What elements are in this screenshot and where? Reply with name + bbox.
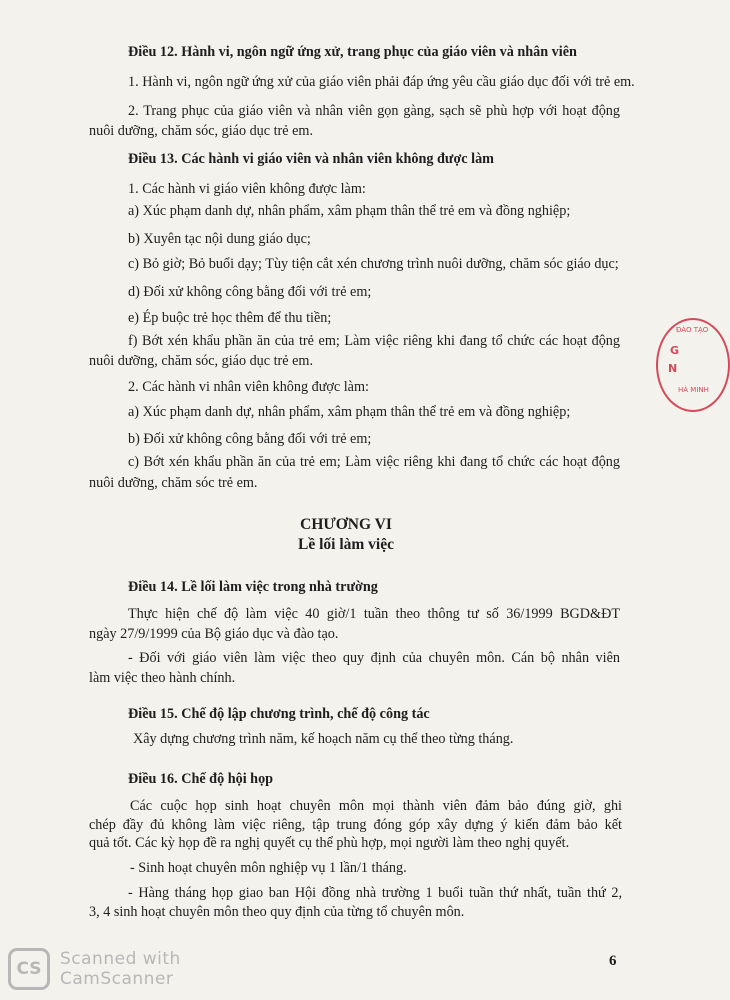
chapter-number: CHƯƠNG VI: [300, 516, 392, 533]
article-12-para-2-line-2: nuôi dưỡng, chăm sóc, giáo dục trẻ em.: [89, 123, 314, 139]
chapter-name: Lề lối làm việc: [298, 536, 394, 553]
article-14-para-1-line-1: Thực hiện chế độ làm việc 40 giờ/1 tuần theo thông tư số 36/1999 BGD&ĐT: [128, 606, 620, 622]
article-12-title: Điều 12. Hành vi, ngôn ngữ ứng xử, trang phục của giáo viên và nhân viên: [128, 44, 577, 60]
article-13-teacher-item-e: e) Ép buộc trẻ học thêm để thu tiền;: [128, 310, 332, 326]
page-number: 6: [609, 953, 617, 969]
article-13-staff-item-c-line-1: c) Bớt xén khẩu phần ăn của trẻ em; Làm việc riêng khi đang tổ chức các hoạt động: [128, 454, 620, 470]
article-13-teacher-item-d: d) Đối xử không công bằng đối với trẻ em;: [128, 284, 372, 300]
article-16-para-1-line-3: quả tốt. Các kỳ họp đề ra nghị quyết cụ thể phù hợp, mọi người làm theo nghị quyết.: [89, 835, 570, 851]
article-16-para-3-line-1: - Hàng tháng họp giao ban Hội đồng nhà trường 1 buổi tuần thứ nhất, tuần thứ 2,: [128, 885, 622, 901]
watermark-line-2: CamScanner: [60, 969, 174, 989]
official-stamp: [656, 318, 730, 412]
article-13-staff-item-a: a) Xúc phạm danh dự, nhân phẩm, xâm phạm thân thể trẻ em và đồng nghiệp;: [128, 404, 571, 420]
stamp-line-1: G: [670, 344, 680, 357]
article-13-teacher-item-f-line-2: nuôi dưỡng, chăm sóc, giáo dục trẻ em.: [89, 353, 314, 369]
article-16-para-1-line-1: Các cuộc họp sinh hoạt chuyên môn mọi thành viên đảm bảo đúng giờ, ghi: [130, 798, 622, 814]
article-13-teacher-item-c: c) Bỏ giờ; Bỏ buổi dạy; Tùy tiện cắt xén chương trình nuôi dưỡng, chăm sóc giáo dục;: [128, 256, 619, 272]
stamp-top-arc: ĐÀO TẠO: [676, 326, 709, 334]
camscanner-logo-icon: CS: [8, 948, 50, 990]
article-16-para-1-line-2: chép đầy đủ không làm việc riêng, tập trung đóng góp xây dựng ý kiến đảm bảo kết: [89, 817, 622, 833]
article-12-para-1: 1. Hành vi, ngôn ngữ ứng xử của giáo viên phải đáp ứng yêu cầu giáo dục đối với trẻ em.: [128, 74, 635, 90]
article-12-para-2-line-1: 2. Trang phục của giáo viên và nhân viên gọn gàng, sạch sẽ phù hợp với hoạt động: [128, 103, 620, 119]
article-16-para-3-line-2: 3, 4 sinh hoạt chuyên môn theo quy định của từng tổ chuyên môn.: [89, 904, 465, 920]
stamp-line-2: N: [668, 362, 678, 375]
article-14-para-2-line-2: làm việc theo hành chính.: [89, 670, 236, 686]
article-13-teacher-item-f-line-1: f) Bớt xén khẩu phần ăn của trẻ em; Làm việc riêng khi đang tổ chức các hoạt động: [128, 333, 620, 349]
article-13-title: Điều 13. Các hành vi giáo viên và nhân viên không được làm: [128, 151, 495, 167]
stamp-bottom-arc: HÀ MINH: [678, 386, 709, 394]
article-15-para-1: Xây dựng chương trình năm, kế hoạch năm cụ thể theo từng tháng.: [133, 731, 514, 747]
article-14-para-2-line-1: - Đối với giáo viên làm việc theo quy định của chuyên môn. Cán bộ nhân viên: [128, 650, 620, 666]
article-13-teacher-item-a: a) Xúc phạm danh dự, nhân phẩm, xâm phạm thân thể trẻ em và đồng nghiệp;: [128, 203, 571, 219]
article-15-title: Điều 15. Chế độ lập chương trình, chế độ công tác: [128, 706, 430, 722]
article-13-teacher-item-b: b) Xuyên tạc nội dung giáo dục;: [128, 231, 311, 247]
article-13-staff-item-b: b) Đối xử không công bằng đối với trẻ em;: [128, 431, 372, 447]
article-13-staff-heading: 2. Các hành vi nhân viên không được làm:: [128, 379, 369, 395]
camscanner-watermark: [8, 948, 181, 990]
watermark-line-1: Scanned with: [60, 949, 181, 969]
article-14-title: Điều 14. Lề lối làm việc trong nhà trường: [128, 579, 378, 595]
article-13-teacher-heading: 1. Các hành vi giáo viên không được làm:: [128, 181, 366, 197]
article-16-para-2: - Sinh hoạt chuyên môn nghiệp vụ 1 lần/1 tháng.: [130, 860, 407, 876]
article-13-staff-item-c-line-2: nuôi dưỡng, chăm sóc trẻ em.: [89, 475, 258, 491]
article-16-title: Điều 16. Chế độ hội họp: [128, 771, 274, 787]
article-14-para-1-line-2: ngày 27/9/1999 của Bộ giáo dục và đào tạo.: [89, 626, 339, 642]
